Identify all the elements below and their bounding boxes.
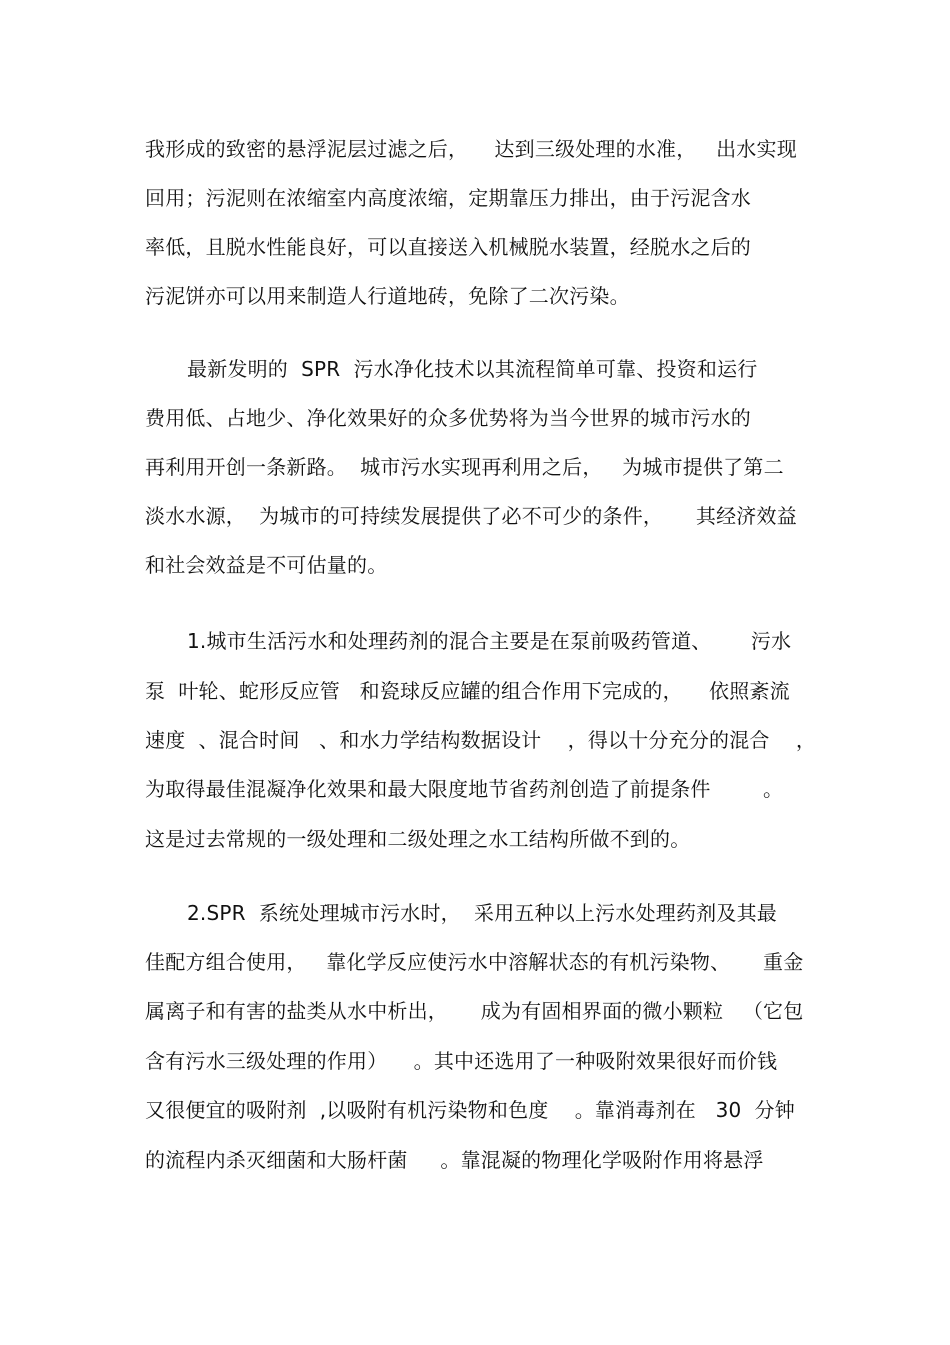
text-line: 又很便宜的吸附剂 ,以吸附有机污染物和色度 。靠消毒剂在 30 分钟 xyxy=(145,1098,795,1122)
text-line: 这是过去常规的一级处理和二级处理之水工结构所做不到的。 xyxy=(145,827,691,851)
text-line: 和社会效益是不可估量的。 xyxy=(145,553,388,577)
text-line: 含有污水三级处理的作用） 。其中还选用了一种吸附效果很好而价钱 xyxy=(145,1049,778,1073)
text-line: 为取得最佳混凝净化效果和最大限度地节省药剂创造了前提条件 。 xyxy=(145,777,784,801)
text-line: 的流程内杀灭细菌和大肠杆菌 。靠混凝的物理化学吸附作用将悬浮 xyxy=(145,1148,764,1172)
text-line: 泵 叶轮、蛇形反应管 和瓷球反应罐的组合作用下完成的， 依照紊流 xyxy=(145,679,790,703)
text-line: 佳配方组合使用， 靠化学反应使污水中溶解状态的有机污染物、 重金 xyxy=(145,950,804,974)
text-line: 率低，且脱水性能良好，可以直接送入机械脱水装置，经脱水之后的 xyxy=(145,235,751,259)
text-line: 1.城市生活污水和处理药剂的混合主要是在泵前吸药管道、 污水 xyxy=(187,629,792,653)
text-line: 再利用开创一条新路。 城市污水实现再利用之后， 为城市提供了第二 xyxy=(145,455,784,479)
text-line: 最新发明的 SPR 污水净化技术以其流程简单可靠、投资和运行 xyxy=(187,357,758,381)
text-line: 污泥饼亦可以用来制造人行道地砖，免除了二次污染。 xyxy=(145,284,630,308)
text-line: 2.SPR 系统处理城市污水时， 采用五种以上污水处理药剂及其最 xyxy=(187,901,777,925)
text-line: 速度 、混合时间 、和水力学结构数据设计 ，得以十分充分的混合 ， xyxy=(145,728,817,752)
text-line: 费用低、占地少、净化效果好的众多优势将为当今世界的城市污水的 xyxy=(145,406,751,430)
text-line: 淡水水源， 为城市的可持续发展提供了必不可少的条件， 其经济效益 xyxy=(145,504,797,528)
text-line: 属离子和有害的盐类从水中析出， 成为有固相界面的微小颗粒 （它包 xyxy=(145,999,804,1023)
text-line: 我形成的致密的悬浮泥层过滤之后， 达到三级处理的水准， 出水实现 xyxy=(145,137,797,161)
text-line: 回用；污泥则在浓缩室内高度浓缩，定期靠压力排出，由于污泥含水 xyxy=(145,186,751,210)
